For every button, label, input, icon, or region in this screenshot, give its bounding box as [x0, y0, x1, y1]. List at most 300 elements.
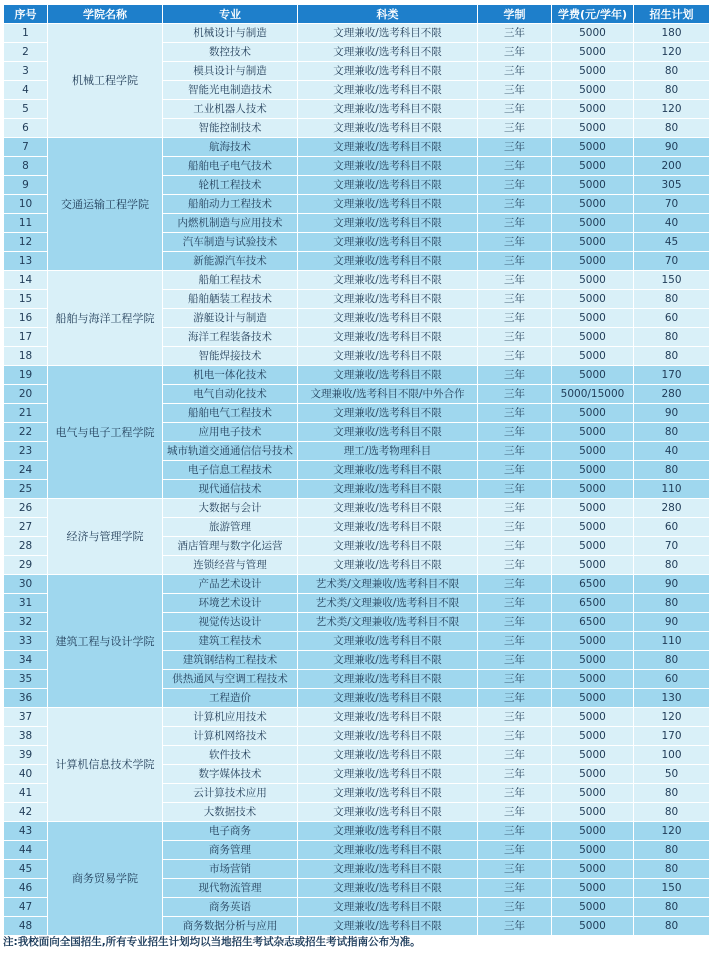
cell-category: 文理兼收/选考科目不限 — [298, 404, 478, 423]
cell-tuition: 5000 — [552, 803, 634, 822]
cell-index: 8 — [4, 157, 48, 176]
cell-index: 47 — [4, 898, 48, 917]
cell-category: 文理兼收/选考科目不限 — [298, 119, 478, 138]
cell-index: 2 — [4, 43, 48, 62]
cell-tuition: 5000 — [552, 157, 634, 176]
cell-major: 机电一体化技术 — [163, 366, 298, 385]
cell-duration: 三年 — [478, 651, 552, 670]
cell-tuition: 5000 — [552, 271, 634, 290]
cell-major: 游艇设计与制造 — [163, 309, 298, 328]
cell-category: 文理兼收/选考科目不限 — [298, 632, 478, 651]
cell-tuition: 5000 — [552, 746, 634, 765]
table-row — [4, 24, 710, 43]
cell-major: 船舶电气工程技术 — [163, 404, 298, 423]
cell-tuition: 5000 — [552, 62, 634, 81]
cell-tuition: 5000 — [552, 24, 634, 43]
cell-major: 城市轨道交通通信信号技术 — [163, 442, 298, 461]
header-duration: 学制 — [478, 5, 552, 24]
cell-index: 45 — [4, 860, 48, 879]
cell-duration: 三年 — [478, 347, 552, 366]
cell-tuition: 6500 — [552, 594, 634, 613]
cell-duration: 三年 — [478, 537, 552, 556]
cell-category: 文理兼收/选考科目不限 — [298, 670, 478, 689]
cell-category: 理工/选考物理科目 — [298, 442, 478, 461]
cell-plan: 80 — [634, 651, 710, 670]
cell-category: 文理兼收/选考科目不限 — [298, 252, 478, 271]
cell-plan: 110 — [634, 480, 710, 499]
cell-major: 电子信息工程技术 — [163, 461, 298, 480]
table-row — [4, 499, 710, 518]
cell-index: 14 — [4, 271, 48, 290]
cell-duration: 三年 — [478, 328, 552, 347]
cell-major: 船舶动力工程技术 — [163, 195, 298, 214]
cell-category: 文理兼收/选考科目不限 — [298, 81, 478, 100]
cell-plan: 70 — [634, 537, 710, 556]
cell-major: 产品艺术设计 — [163, 575, 298, 594]
cell-major: 环境艺术设计 — [163, 594, 298, 613]
cell-plan: 305 — [634, 176, 710, 195]
cell-duration: 三年 — [478, 499, 552, 518]
enrollment-plan-table-wrapper — [3, 4, 709, 936]
cell-category: 文理兼收/选考科目不限 — [298, 803, 478, 822]
cell-index: 7 — [4, 138, 48, 157]
cell-tuition: 5000 — [552, 214, 634, 233]
cell-index: 31 — [4, 594, 48, 613]
cell-index: 33 — [4, 632, 48, 651]
cell-major: 计算机应用技术 — [163, 708, 298, 727]
cell-tuition: 5000 — [552, 556, 634, 575]
cell-category: 文理兼收/选考科目不限 — [298, 556, 478, 575]
cell-tuition: 5000 — [552, 518, 634, 537]
header-college: 学院名称 — [48, 5, 163, 24]
cell-tuition: 5000 — [552, 841, 634, 860]
cell-index: 30 — [4, 575, 48, 594]
cell-major: 商务英语 — [163, 898, 298, 917]
cell-index: 41 — [4, 784, 48, 803]
cell-index: 39 — [4, 746, 48, 765]
cell-duration: 三年 — [478, 632, 552, 651]
cell-duration: 三年 — [478, 822, 552, 841]
cell-duration: 三年 — [478, 81, 552, 100]
cell-major: 商务管理 — [163, 841, 298, 860]
cell-plan: 90 — [634, 404, 710, 423]
cell-plan: 80 — [634, 461, 710, 480]
table-row — [4, 366, 710, 385]
cell-tuition: 5000 — [552, 651, 634, 670]
cell-category: 艺术类/文理兼收/选考科目不限 — [298, 575, 478, 594]
cell-major: 建筑工程技术 — [163, 632, 298, 651]
cell-plan: 70 — [634, 252, 710, 271]
header-category: 科类 — [298, 5, 478, 24]
cell-tuition: 5000 — [552, 822, 634, 841]
cell-duration: 三年 — [478, 898, 552, 917]
cell-tuition: 5000 — [552, 537, 634, 556]
cell-tuition: 5000 — [552, 309, 634, 328]
footnote: 注:我校面向全国招生,所有专业招生计划均以当地招生考试杂志或招生考试指南公布为准。 — [3, 936, 421, 948]
cell-major: 建筑钢结构工程技术 — [163, 651, 298, 670]
header-plan: 招生计划 — [634, 5, 710, 24]
cell-duration: 三年 — [478, 689, 552, 708]
cell-tuition: 5000 — [552, 81, 634, 100]
cell-college: 交通运输工程学院 — [48, 138, 163, 271]
cell-index: 15 — [4, 290, 48, 309]
cell-plan: 50 — [634, 765, 710, 784]
cell-category: 文理兼收/选考科目不限 — [298, 499, 478, 518]
cell-category: 文理兼收/选考科目不限/中外合作 — [298, 385, 478, 404]
cell-plan: 80 — [634, 803, 710, 822]
cell-category: 文理兼收/选考科目不限 — [298, 822, 478, 841]
cell-plan: 80 — [634, 594, 710, 613]
cell-major: 大数据与会计 — [163, 499, 298, 518]
cell-plan: 280 — [634, 385, 710, 404]
cell-tuition: 5000 — [552, 860, 634, 879]
cell-index: 24 — [4, 461, 48, 480]
cell-duration: 三年 — [478, 746, 552, 765]
cell-plan: 150 — [634, 271, 710, 290]
header-index: 序号 — [4, 5, 48, 24]
cell-category: 文理兼收/选考科目不限 — [298, 917, 478, 936]
cell-plan: 80 — [634, 841, 710, 860]
cell-index: 22 — [4, 423, 48, 442]
cell-plan: 40 — [634, 442, 710, 461]
cell-tuition: 5000 — [552, 461, 634, 480]
cell-index: 1 — [4, 24, 48, 43]
cell-duration: 三年 — [478, 252, 552, 271]
cell-index: 23 — [4, 442, 48, 461]
cell-tuition: 5000 — [552, 499, 634, 518]
cell-category: 艺术类/文理兼收/选考科目不限 — [298, 594, 478, 613]
cell-tuition: 5000 — [552, 784, 634, 803]
cell-plan: 120 — [634, 43, 710, 62]
cell-tuition: 5000 — [552, 689, 634, 708]
cell-category: 文理兼收/选考科目不限 — [298, 195, 478, 214]
cell-tuition: 5000 — [552, 480, 634, 499]
cell-tuition: 5000 — [552, 404, 634, 423]
cell-tuition: 6500 — [552, 613, 634, 632]
cell-index: 40 — [4, 765, 48, 784]
cell-duration: 三年 — [478, 214, 552, 233]
cell-index: 27 — [4, 518, 48, 537]
cell-index: 9 — [4, 176, 48, 195]
cell-category: 文理兼收/选考科目不限 — [298, 100, 478, 119]
cell-tuition: 5000 — [552, 195, 634, 214]
cell-index: 43 — [4, 822, 48, 841]
cell-duration: 三年 — [478, 461, 552, 480]
cell-duration: 三年 — [478, 138, 552, 157]
cell-plan: 80 — [634, 898, 710, 917]
cell-tuition: 5000 — [552, 43, 634, 62]
cell-duration: 三年 — [478, 100, 552, 119]
cell-major: 市场营销 — [163, 860, 298, 879]
cell-duration: 三年 — [478, 43, 552, 62]
cell-duration: 三年 — [478, 385, 552, 404]
cell-plan: 60 — [634, 309, 710, 328]
cell-major: 现代通信技术 — [163, 480, 298, 499]
cell-duration: 三年 — [478, 442, 552, 461]
cell-plan: 150 — [634, 879, 710, 898]
cell-tuition: 5000 — [552, 727, 634, 746]
cell-duration: 三年 — [478, 917, 552, 936]
cell-plan: 90 — [634, 613, 710, 632]
cell-tuition: 5000 — [552, 290, 634, 309]
cell-tuition: 5000 — [552, 442, 634, 461]
cell-major: 数字媒体技术 — [163, 765, 298, 784]
cell-major: 工业机器人技术 — [163, 100, 298, 119]
cell-duration: 三年 — [478, 24, 552, 43]
cell-plan: 100 — [634, 746, 710, 765]
cell-category: 文理兼收/选考科目不限 — [298, 347, 478, 366]
cell-index: 44 — [4, 841, 48, 860]
cell-tuition: 5000 — [552, 708, 634, 727]
cell-college: 电气与电子工程学院 — [48, 366, 163, 499]
cell-plan: 200 — [634, 157, 710, 176]
cell-index: 48 — [4, 917, 48, 936]
cell-duration: 三年 — [478, 879, 552, 898]
cell-category: 文理兼收/选考科目不限 — [298, 214, 478, 233]
cell-major: 供热通风与空调工程技术 — [163, 670, 298, 689]
cell-duration: 三年 — [478, 765, 552, 784]
cell-category: 文理兼收/选考科目不限 — [298, 24, 478, 43]
cell-plan: 130 — [634, 689, 710, 708]
cell-index: 13 — [4, 252, 48, 271]
cell-duration: 三年 — [478, 518, 552, 537]
cell-tuition: 5000 — [552, 879, 634, 898]
cell-plan: 180 — [634, 24, 710, 43]
cell-plan: 90 — [634, 138, 710, 157]
cell-duration: 三年 — [478, 195, 552, 214]
cell-major: 模具设计与制造 — [163, 62, 298, 81]
cell-category: 文理兼收/选考科目不限 — [298, 518, 478, 537]
cell-duration: 三年 — [478, 613, 552, 632]
cell-category: 文理兼收/选考科目不限 — [298, 765, 478, 784]
cell-major: 云计算技术应用 — [163, 784, 298, 803]
cell-category: 文理兼收/选考科目不限 — [298, 233, 478, 252]
cell-major: 工程造价 — [163, 689, 298, 708]
cell-tuition: 5000 — [552, 233, 634, 252]
cell-major: 数控技术 — [163, 43, 298, 62]
cell-index: 3 — [4, 62, 48, 81]
cell-plan: 120 — [634, 708, 710, 727]
cell-tuition: 5000 — [552, 366, 634, 385]
cell-major: 航海技术 — [163, 138, 298, 157]
cell-major: 旅游管理 — [163, 518, 298, 537]
cell-plan: 90 — [634, 575, 710, 594]
cell-major: 商务数据分析与应用 — [163, 917, 298, 936]
cell-major: 电子商务 — [163, 822, 298, 841]
cell-duration: 三年 — [478, 176, 552, 195]
cell-major: 内燃机制造与应用技术 — [163, 214, 298, 233]
cell-category: 文理兼收/选考科目不限 — [298, 746, 478, 765]
cell-index: 20 — [4, 385, 48, 404]
cell-index: 6 — [4, 119, 48, 138]
cell-plan: 120 — [634, 822, 710, 841]
cell-tuition: 5000 — [552, 423, 634, 442]
cell-major: 现代物流管理 — [163, 879, 298, 898]
cell-tuition: 5000/15000 — [552, 385, 634, 404]
cell-plan: 80 — [634, 290, 710, 309]
cell-duration: 三年 — [478, 157, 552, 176]
cell-tuition: 5000 — [552, 252, 634, 271]
cell-index: 11 — [4, 214, 48, 233]
cell-duration: 三年 — [478, 594, 552, 613]
cell-index: 16 — [4, 309, 48, 328]
cell-index: 19 — [4, 366, 48, 385]
cell-category: 艺术类/文理兼收/选考科目不限 — [298, 613, 478, 632]
cell-category: 文理兼收/选考科目不限 — [298, 423, 478, 442]
cell-tuition: 5000 — [552, 328, 634, 347]
cell-plan: 70 — [634, 195, 710, 214]
cell-plan: 80 — [634, 556, 710, 575]
cell-major: 智能控制技术 — [163, 119, 298, 138]
cell-index: 21 — [4, 404, 48, 423]
cell-tuition: 5000 — [552, 176, 634, 195]
cell-plan: 80 — [634, 860, 710, 879]
cell-index: 32 — [4, 613, 48, 632]
cell-category: 文理兼收/选考科目不限 — [298, 366, 478, 385]
cell-tuition: 5000 — [552, 138, 634, 157]
cell-index: 5 — [4, 100, 48, 119]
cell-major: 连锁经营与管理 — [163, 556, 298, 575]
cell-duration: 三年 — [478, 860, 552, 879]
cell-index: 12 — [4, 233, 48, 252]
cell-duration: 三年 — [478, 233, 552, 252]
cell-category: 文理兼收/选考科目不限 — [298, 879, 478, 898]
cell-index: 46 — [4, 879, 48, 898]
cell-index: 17 — [4, 328, 48, 347]
cell-plan: 170 — [634, 727, 710, 746]
cell-index: 42 — [4, 803, 48, 822]
cell-duration: 三年 — [478, 708, 552, 727]
header-row — [4, 5, 710, 24]
cell-tuition: 6500 — [552, 575, 634, 594]
cell-plan: 80 — [634, 784, 710, 803]
table-body — [4, 24, 710, 936]
cell-college: 船舶与海洋工程学院 — [48, 271, 163, 366]
cell-category: 文理兼收/选考科目不限 — [298, 784, 478, 803]
cell-plan: 80 — [634, 347, 710, 366]
cell-plan: 45 — [634, 233, 710, 252]
cell-major: 智能焊接技术 — [163, 347, 298, 366]
cell-duration: 三年 — [478, 271, 552, 290]
cell-college: 商务贸易学院 — [48, 822, 163, 936]
enrollment-plan-table — [3, 4, 710, 936]
cell-major: 新能源汽车技术 — [163, 252, 298, 271]
cell-major: 船舶工程技术 — [163, 271, 298, 290]
cell-major: 应用电子技术 — [163, 423, 298, 442]
table-row — [4, 708, 710, 727]
cell-college: 机械工程学院 — [48, 24, 163, 138]
header-major: 专业 — [163, 5, 298, 24]
cell-plan: 110 — [634, 632, 710, 651]
cell-category: 文理兼收/选考科目不限 — [298, 480, 478, 499]
cell-index: 25 — [4, 480, 48, 499]
cell-category: 文理兼收/选考科目不限 — [298, 43, 478, 62]
cell-tuition: 5000 — [552, 765, 634, 784]
cell-index: 37 — [4, 708, 48, 727]
cell-category: 文理兼收/选考科目不限 — [298, 328, 478, 347]
cell-duration: 三年 — [478, 784, 552, 803]
cell-index: 10 — [4, 195, 48, 214]
cell-duration: 三年 — [478, 62, 552, 81]
cell-plan: 80 — [634, 81, 710, 100]
cell-plan: 170 — [634, 366, 710, 385]
cell-duration: 三年 — [478, 670, 552, 689]
cell-duration: 三年 — [478, 841, 552, 860]
cell-category: 文理兼收/选考科目不限 — [298, 271, 478, 290]
cell-major: 智能光电制造技术 — [163, 81, 298, 100]
cell-category: 文理兼收/选考科目不限 — [298, 689, 478, 708]
cell-major: 软件技术 — [163, 746, 298, 765]
cell-major: 机械设计与制造 — [163, 24, 298, 43]
cell-duration: 三年 — [478, 803, 552, 822]
cell-college: 计算机信息技术学院 — [48, 708, 163, 822]
cell-major: 电气自动化技术 — [163, 385, 298, 404]
cell-category: 文理兼收/选考科目不限 — [298, 537, 478, 556]
cell-major: 大数据技术 — [163, 803, 298, 822]
cell-index: 18 — [4, 347, 48, 366]
cell-major: 海洋工程装备技术 — [163, 328, 298, 347]
cell-major: 视觉传达设计 — [163, 613, 298, 632]
cell-index: 38 — [4, 727, 48, 746]
cell-major: 船舶舾装工程技术 — [163, 290, 298, 309]
cell-duration: 三年 — [478, 556, 552, 575]
cell-index: 4 — [4, 81, 48, 100]
cell-college: 建筑工程与设计学院 — [48, 575, 163, 708]
table-row — [4, 822, 710, 841]
cell-major: 计算机网络技术 — [163, 727, 298, 746]
cell-major: 汽车制造与试验技术 — [163, 233, 298, 252]
cell-category: 文理兼收/选考科目不限 — [298, 176, 478, 195]
cell-category: 文理兼收/选考科目不限 — [298, 651, 478, 670]
cell-plan: 80 — [634, 62, 710, 81]
cell-major: 酒店管理与数字化运营 — [163, 537, 298, 556]
cell-duration: 三年 — [478, 119, 552, 138]
cell-tuition: 5000 — [552, 119, 634, 138]
cell-category: 文理兼收/选考科目不限 — [298, 461, 478, 480]
cell-plan: 120 — [634, 100, 710, 119]
cell-tuition: 5000 — [552, 898, 634, 917]
cell-plan: 280 — [634, 499, 710, 518]
cell-plan: 80 — [634, 328, 710, 347]
cell-category: 文理兼收/选考科目不限 — [298, 708, 478, 727]
cell-index: 34 — [4, 651, 48, 670]
cell-category: 文理兼收/选考科目不限 — [298, 138, 478, 157]
cell-category: 文理兼收/选考科目不限 — [298, 309, 478, 328]
cell-major: 轮机工程技术 — [163, 176, 298, 195]
cell-category: 文理兼收/选考科目不限 — [298, 727, 478, 746]
cell-plan: 60 — [634, 518, 710, 537]
table-row — [4, 575, 710, 594]
cell-duration: 三年 — [478, 290, 552, 309]
cell-index: 26 — [4, 499, 48, 518]
table-row — [4, 271, 710, 290]
cell-index: 36 — [4, 689, 48, 708]
cell-index: 29 — [4, 556, 48, 575]
cell-duration: 三年 — [478, 404, 552, 423]
cell-category: 文理兼收/选考科目不限 — [298, 860, 478, 879]
cell-duration: 三年 — [478, 727, 552, 746]
cell-category: 文理兼收/选考科目不限 — [298, 290, 478, 309]
cell-category: 文理兼收/选考科目不限 — [298, 157, 478, 176]
cell-category: 文理兼收/选考科目不限 — [298, 62, 478, 81]
cell-college: 经济与管理学院 — [48, 499, 163, 575]
cell-plan: 60 — [634, 670, 710, 689]
cell-tuition: 5000 — [552, 100, 634, 119]
cell-tuition: 5000 — [552, 632, 634, 651]
cell-duration: 三年 — [478, 309, 552, 328]
cell-index: 35 — [4, 670, 48, 689]
header-tuition: 学费(元/学年) — [552, 5, 634, 24]
